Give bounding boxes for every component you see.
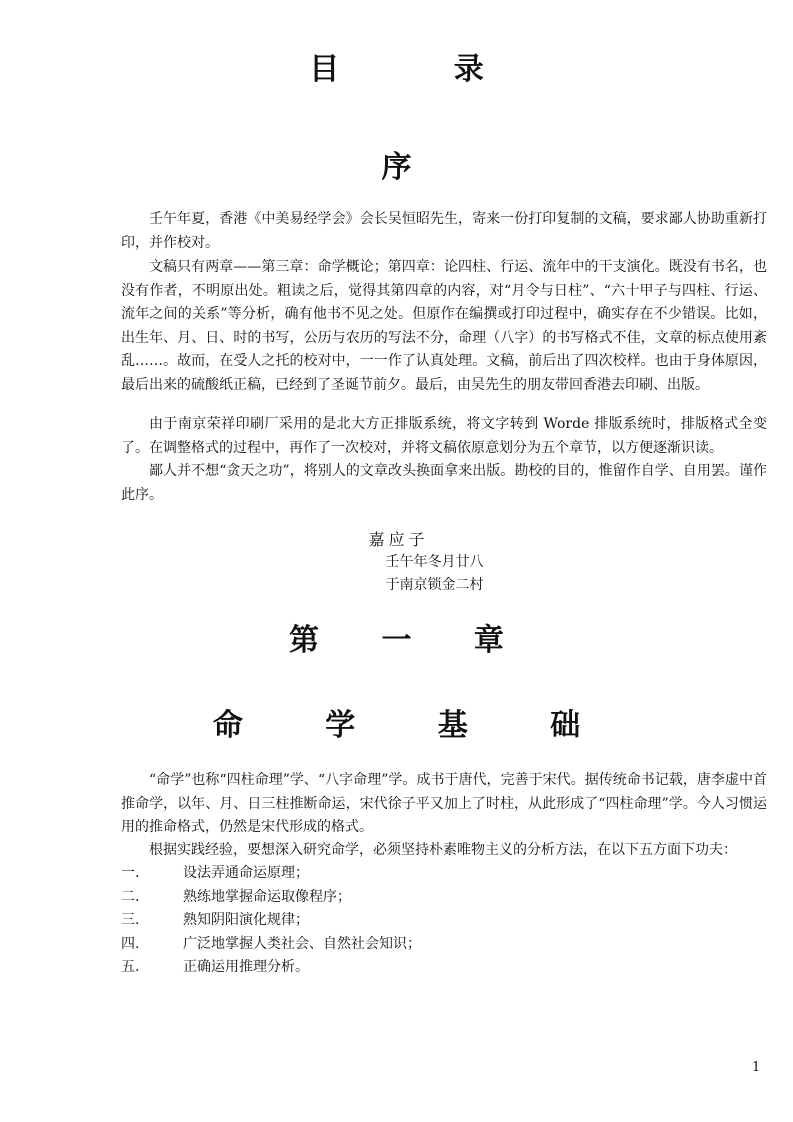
list-item-text: 熟练地掌握命运取像程序； <box>183 888 351 905</box>
list-item-text: 正确运用推理分析。 <box>183 959 309 975</box>
list-item-number: 一. <box>121 865 140 881</box>
list-item <box>121 909 767 933</box>
chapter-number: 第 一 章 <box>289 623 530 658</box>
preface-heading: 序 <box>381 150 412 185</box>
list-item-number: 四. <box>121 935 140 952</box>
list-item-text: 设法弄通命运原理； <box>183 865 309 881</box>
signature-name: 嘉应子 <box>368 530 429 549</box>
list-item <box>121 862 767 886</box>
chapter-paragraph-2: 根据实践经验，要想深入研究命学，必须坚持朴素唯物主义的分析方法，在以下五方面下功夫： <box>149 842 737 858</box>
preface-paragraph-3: 由于南京荣祥印刷厂采用的是北大方正排版系统，将文字转到 Worde 排版系统时，排版格式全变了。在调整格式的过程中，再作了一次校对，并将文稿依原意划分为五个章节，以方便逐渐识读。 <box>121 416 767 456</box>
toc-heading: 目 录 <box>309 52 536 87</box>
list-item <box>121 956 767 980</box>
list-item <box>121 886 767 910</box>
list-item-text: 熟知阴阳演化规律； <box>183 912 309 928</box>
preface-paragraph-4: 鄙人并不想“贪天之功”，将别人的文章改头换面拿来出版。勘校的目的，惟留作自学、自用罢。谨作此序。 <box>121 463 767 503</box>
numbered-list <box>121 862 767 980</box>
list-item-number: 二. <box>121 888 140 905</box>
chapter-paragraph-1: “命学”也称“四柱命理”学、“八字命理”学。成书于唐代，完善于宋代。据传统命书记载，唐李虚中首推命学，以年、月、日三柱推断命运，宋代徐子平又加上了时柱，从此形成了“四柱命理”学。今人习惯运用的推命格式，仍然是宋代形成的格式。 <box>121 772 767 835</box>
signature-place: 于南京锁金二村 <box>385 577 484 593</box>
signature-date: 壬午年冬月廿八 <box>385 554 484 570</box>
preface-paragraph-1: 壬午年夏，香港《中美易经学会》会长吴恒昭先生，寄来一份打印复制的文稿，要求鄙人协助重新打印，并作校对。 <box>121 211 767 251</box>
list-item-number: 三. <box>121 912 140 928</box>
preface-paragraph-2: 文稿只有两章——第三章：命学概论；第四章：论四柱、行运、流年中的干支演化。既没有书名，也没有作者，不明原出处。粗读之后，觉得其第四章的内容，对“月令与日柱”、“六十甲子与四柱、行运、流年之间的关系”等分析，确有他书不见之处。但原作在编撰或打印过程中，确实存在不少错误。比如，出生年、月、日、时的书写，公历与农历的写法不分，命理（八字）的书写格式不佳，文章的标点使用紊乱……。故而，在受人之托的校对中，一一作了认真处理。文稿，前后出了四次校样。也由于身体原因，最后出来的硫酸纸正稿，已经到了圣诞节前夕。最后，由吴先生的朋友带回香港去印刷、出版。 <box>121 259 767 393</box>
list-item-number: 五. <box>121 959 140 975</box>
page-number: 1 <box>752 1060 761 1075</box>
chapter-title: 命 学 基 础 <box>212 708 617 743</box>
list-item-text: 广泛地掌握人类社会、自然社会知识； <box>183 935 421 952</box>
list-item <box>121 933 767 957</box>
